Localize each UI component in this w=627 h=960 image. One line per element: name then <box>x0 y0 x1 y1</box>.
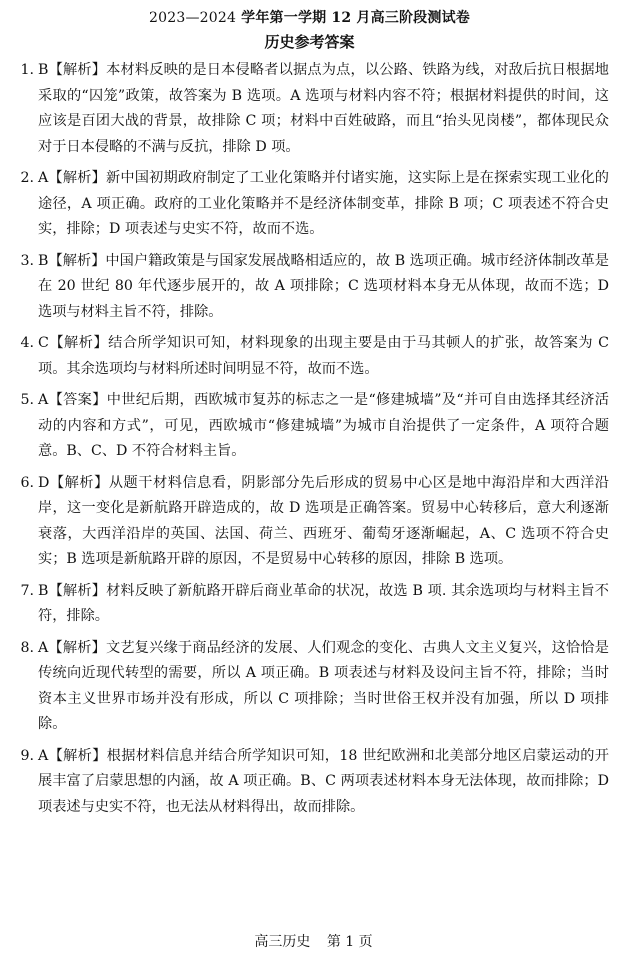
answer-explanation: B【解析】本材料反映的是日本侵略者以据点为点，以公路、铁路为线，对敌后抗日根据地采取的“囚笼”政策，故答案为 B 选项。A 选项与材料内容不符；根据材料提供的时间，这应该是百团大战的背景，故排除 C 项；材料中百姓破路，而且“抬头见岗楼”，都体现民众对于日本侵略的不满与反抗，排除 D 项。 <box>38 62 609 155</box>
document-subtitle: 历史参考答案 <box>264 33 355 51</box>
answer-item-3 <box>10 249 609 326</box>
footer-subject: 高三历史 <box>254 934 311 950</box>
answer-list <box>10 58 609 820</box>
footer-page-number: 第 1 页 <box>326 934 373 950</box>
answer-explanation: B【解析】中国户籍政策是与国家发展战略相适应的，故 B 选项正确。城市经济体制改革是在 20 世纪 80 年代逐步展开的，故 A 项排除；C 选项材料本身无从体现，故而不选；D 选项与材料主旨不符，排除。 <box>38 252 609 320</box>
answer-explanation: B【解析】材料反映了新航路开辟后商业革命的状况，故选 B 项. 其余选项均与材料主旨不符，排除。 <box>38 582 609 624</box>
answer-item-4 <box>10 331 609 382</box>
answer-item-7 <box>10 579 609 630</box>
answer-number: 4. <box>20 335 34 351</box>
answer-explanation: A【解析】新中国初期政府制定了工业化策略并付诸实施，这实际上是在探索实现工业化的途径，A 项正确。政府的工业化策略并不是经济体制变革，排除 B 项；C 项表述不符合史实，排除；D 项表述与史实不符，故而不选。 <box>38 170 609 237</box>
answer-item-8 <box>10 636 609 738</box>
answer-number: 8. <box>20 639 34 656</box>
answer-explanation: D【解析】从题干材料信息看，阴影部分先后形成的贸易中心区是地中海沿岸和大西洋沿岸，这一变化是新航路开辟造成的，故 D 选项是正确答案。贸易中心转移后，意大利逐渐衰落，大西洋沿岸的英国、法国、荷兰、西班牙、葡萄牙逐渐崛起，A、C 选项不符合史实；B 选项是新航路开辟的原因，不是贸易中心转移的原因，排除 B 选项。 <box>38 474 609 567</box>
answer-item-2 <box>10 166 609 243</box>
answer-item-9 <box>10 744 609 821</box>
page-footer <box>0 932 627 952</box>
answer-number: 7. <box>20 582 34 599</box>
answer-item-6 <box>10 471 609 573</box>
document-title <box>10 8 609 28</box>
title-year: 2023—2024 <box>149 10 237 26</box>
answer-explanation: C【解析】结合所学知识可知，材料现象的出现主要是由于马其顿人的扩张，故答案为 C 项。其余选项均与材料所述时间明显不符，故而不选。 <box>38 335 609 377</box>
answer-number: 9. <box>20 747 34 764</box>
answer-number: 3. <box>20 252 34 269</box>
answer-explanation: A【答案】中世纪后期，西欧城市复苏的标志之一是“修建城墙”及“并可自由选择其经济活动的内容和方式”，可见，西欧城市“修建城墙”为城市自治提供了一定条件，A 项符合题意。B、C、D 不符合材料主旨。 <box>38 392 609 459</box>
answer-number: 1. <box>20 62 34 78</box>
answer-item-1 <box>10 58 609 160</box>
answer-item-5 <box>10 388 609 465</box>
answer-explanation: A【解析】根据材料信息并结合所学知识可知，18 世纪欧洲和北美部分地区启蒙运动的开展丰富了启蒙思想的内涵，故 A 项正确。B、C 两项表述材料本身无法体现，故而排除；D 项表述与史实不符，也无法从材料得出，故而排除。 <box>38 747 609 815</box>
answer-number: 6. <box>20 474 34 491</box>
answer-number: 5. <box>20 392 34 408</box>
title-text: 学年第一学期 12 月高三阶段测试卷 <box>236 10 470 26</box>
answer-number: 2. <box>20 170 34 186</box>
answer-explanation: A【解析】文艺复兴缘于商品经济的发展、人们观念的变化、古典人文主义复兴，这恰恰是传统向近现代转型的需要，所以 A 项正确。B 项表述与材料及设问主旨不符，排除；当时资本主义世界市场并没有形成，所以 C 项排除；当时世俗王权并没有加强，所以 D 项排除。 <box>38 639 609 732</box>
